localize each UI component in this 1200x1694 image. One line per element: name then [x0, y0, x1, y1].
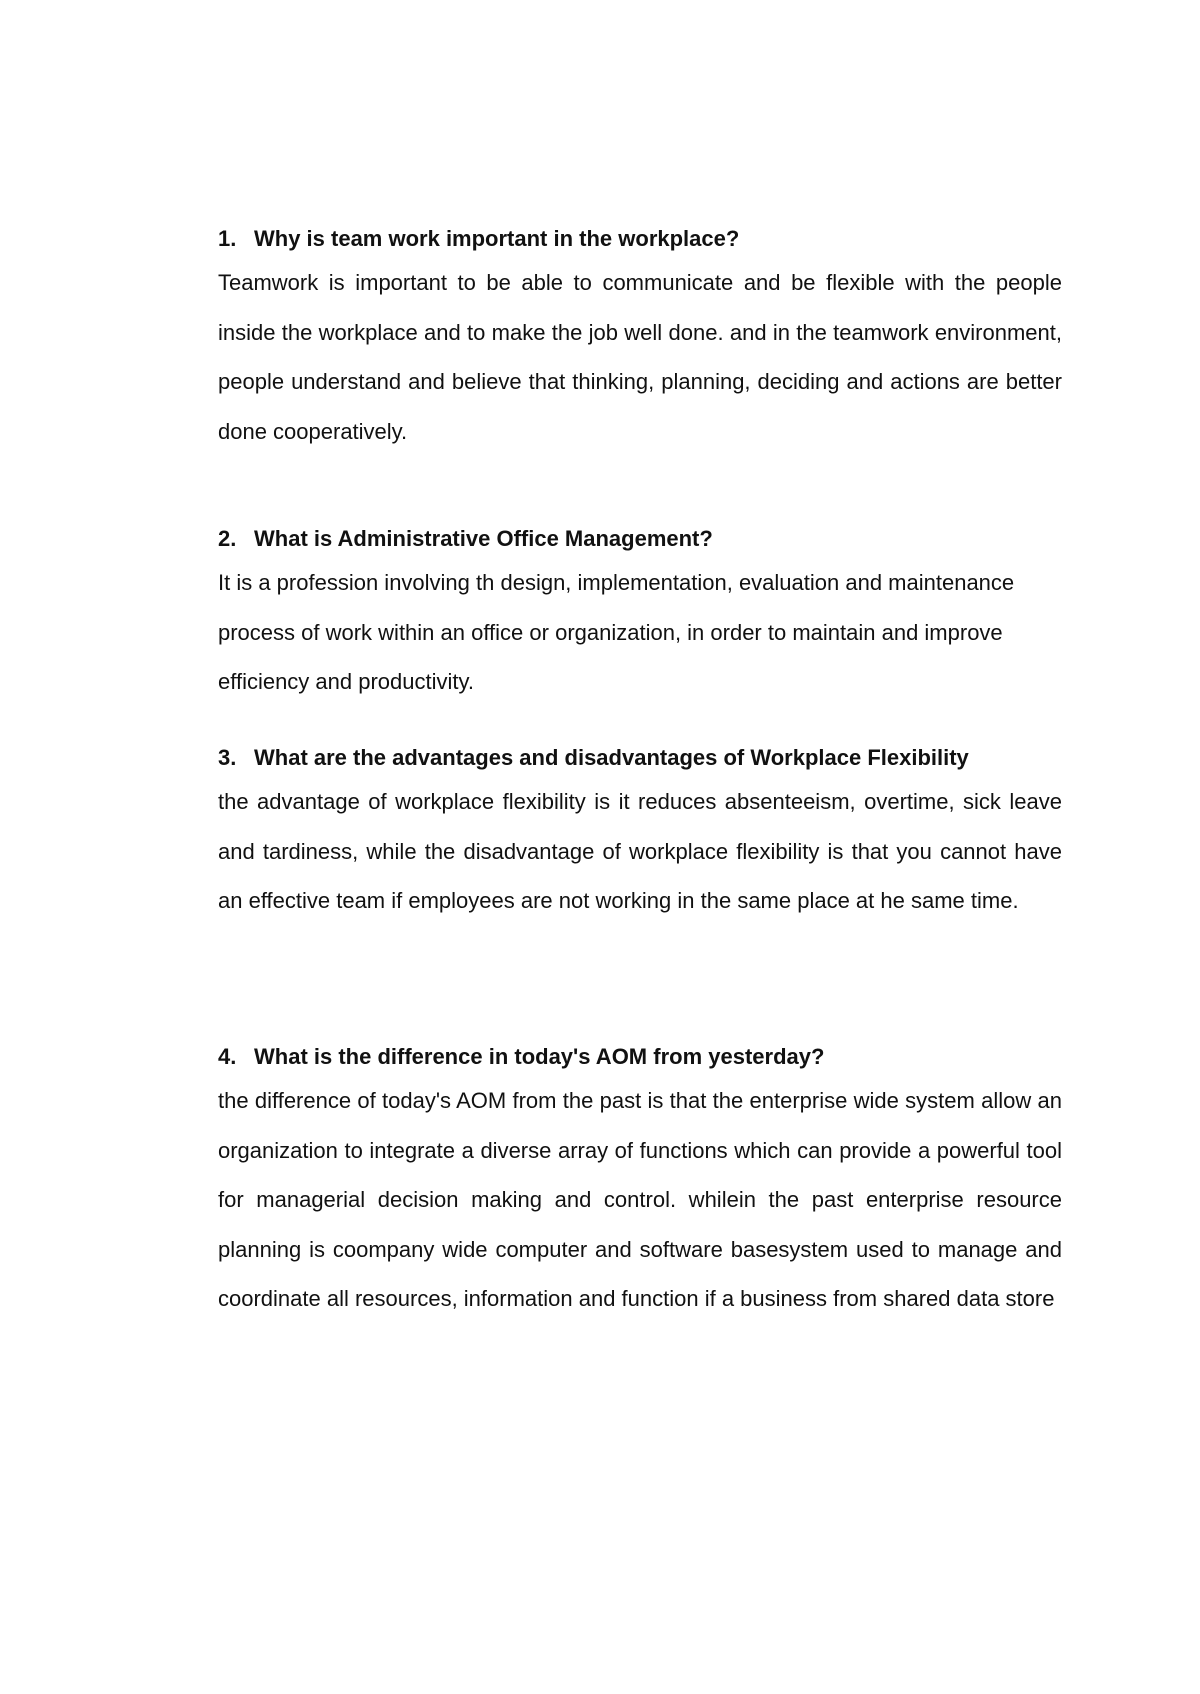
qa-block-1 [218, 224, 1062, 456]
question-4 [218, 1042, 1062, 1072]
question-text: What is Administrative Office Management? [254, 526, 713, 551]
question-2 [218, 524, 1062, 554]
answer-4: the difference of today's AOM from the past is that the enterprise wide system allow an organization to integrate a diverse array of functions which can provide a powerful tool for managerial decision making and control. whilein the past enterprise resource planning is coompany wide computer and software basesystem used to manage and coordinate all resources, information and function if a business from shared data store [218, 1088, 1062, 1312]
question-text: Why is team work important in the workplace? [254, 226, 740, 251]
question-1 [218, 224, 1062, 254]
answer-3: the advantage of workplace flexibility is it reduces absenteeism, overtime, sick leave and tardiness, while the disadvantage of workplace flexibility is that you cannot have an effective team if employees are not working in the same place at he same time. [218, 789, 1062, 914]
answer-1: Teamwork is important to be able to communicate and be flexible with the people inside the workplace and to make the job well done. and in the teamwork environment, people understand and believe that thinking, planning, deciding and actions are better done cooperatively. [218, 270, 1062, 444]
question-3 [218, 743, 1062, 773]
question-text: What are the advantages and disadvantages of Workplace Flexibility [254, 745, 969, 770]
question-number: 4. [218, 1044, 237, 1069]
qa-block-4 [218, 1042, 1062, 1324]
question-number: 1. [218, 226, 237, 251]
qa-block-2 [218, 524, 1062, 707]
question-number: 2. [218, 526, 237, 551]
question-text: What is the difference in today's AOM from yesterday? [254, 1044, 825, 1069]
answer-2: It is a profession involving th design, implementation, evaluation and maintenance process of work within an office or organization, in order to maintain and improve efficiency and productivity. [218, 570, 1015, 695]
question-number: 3. [218, 745, 237, 770]
qa-block-3 [218, 743, 1062, 926]
